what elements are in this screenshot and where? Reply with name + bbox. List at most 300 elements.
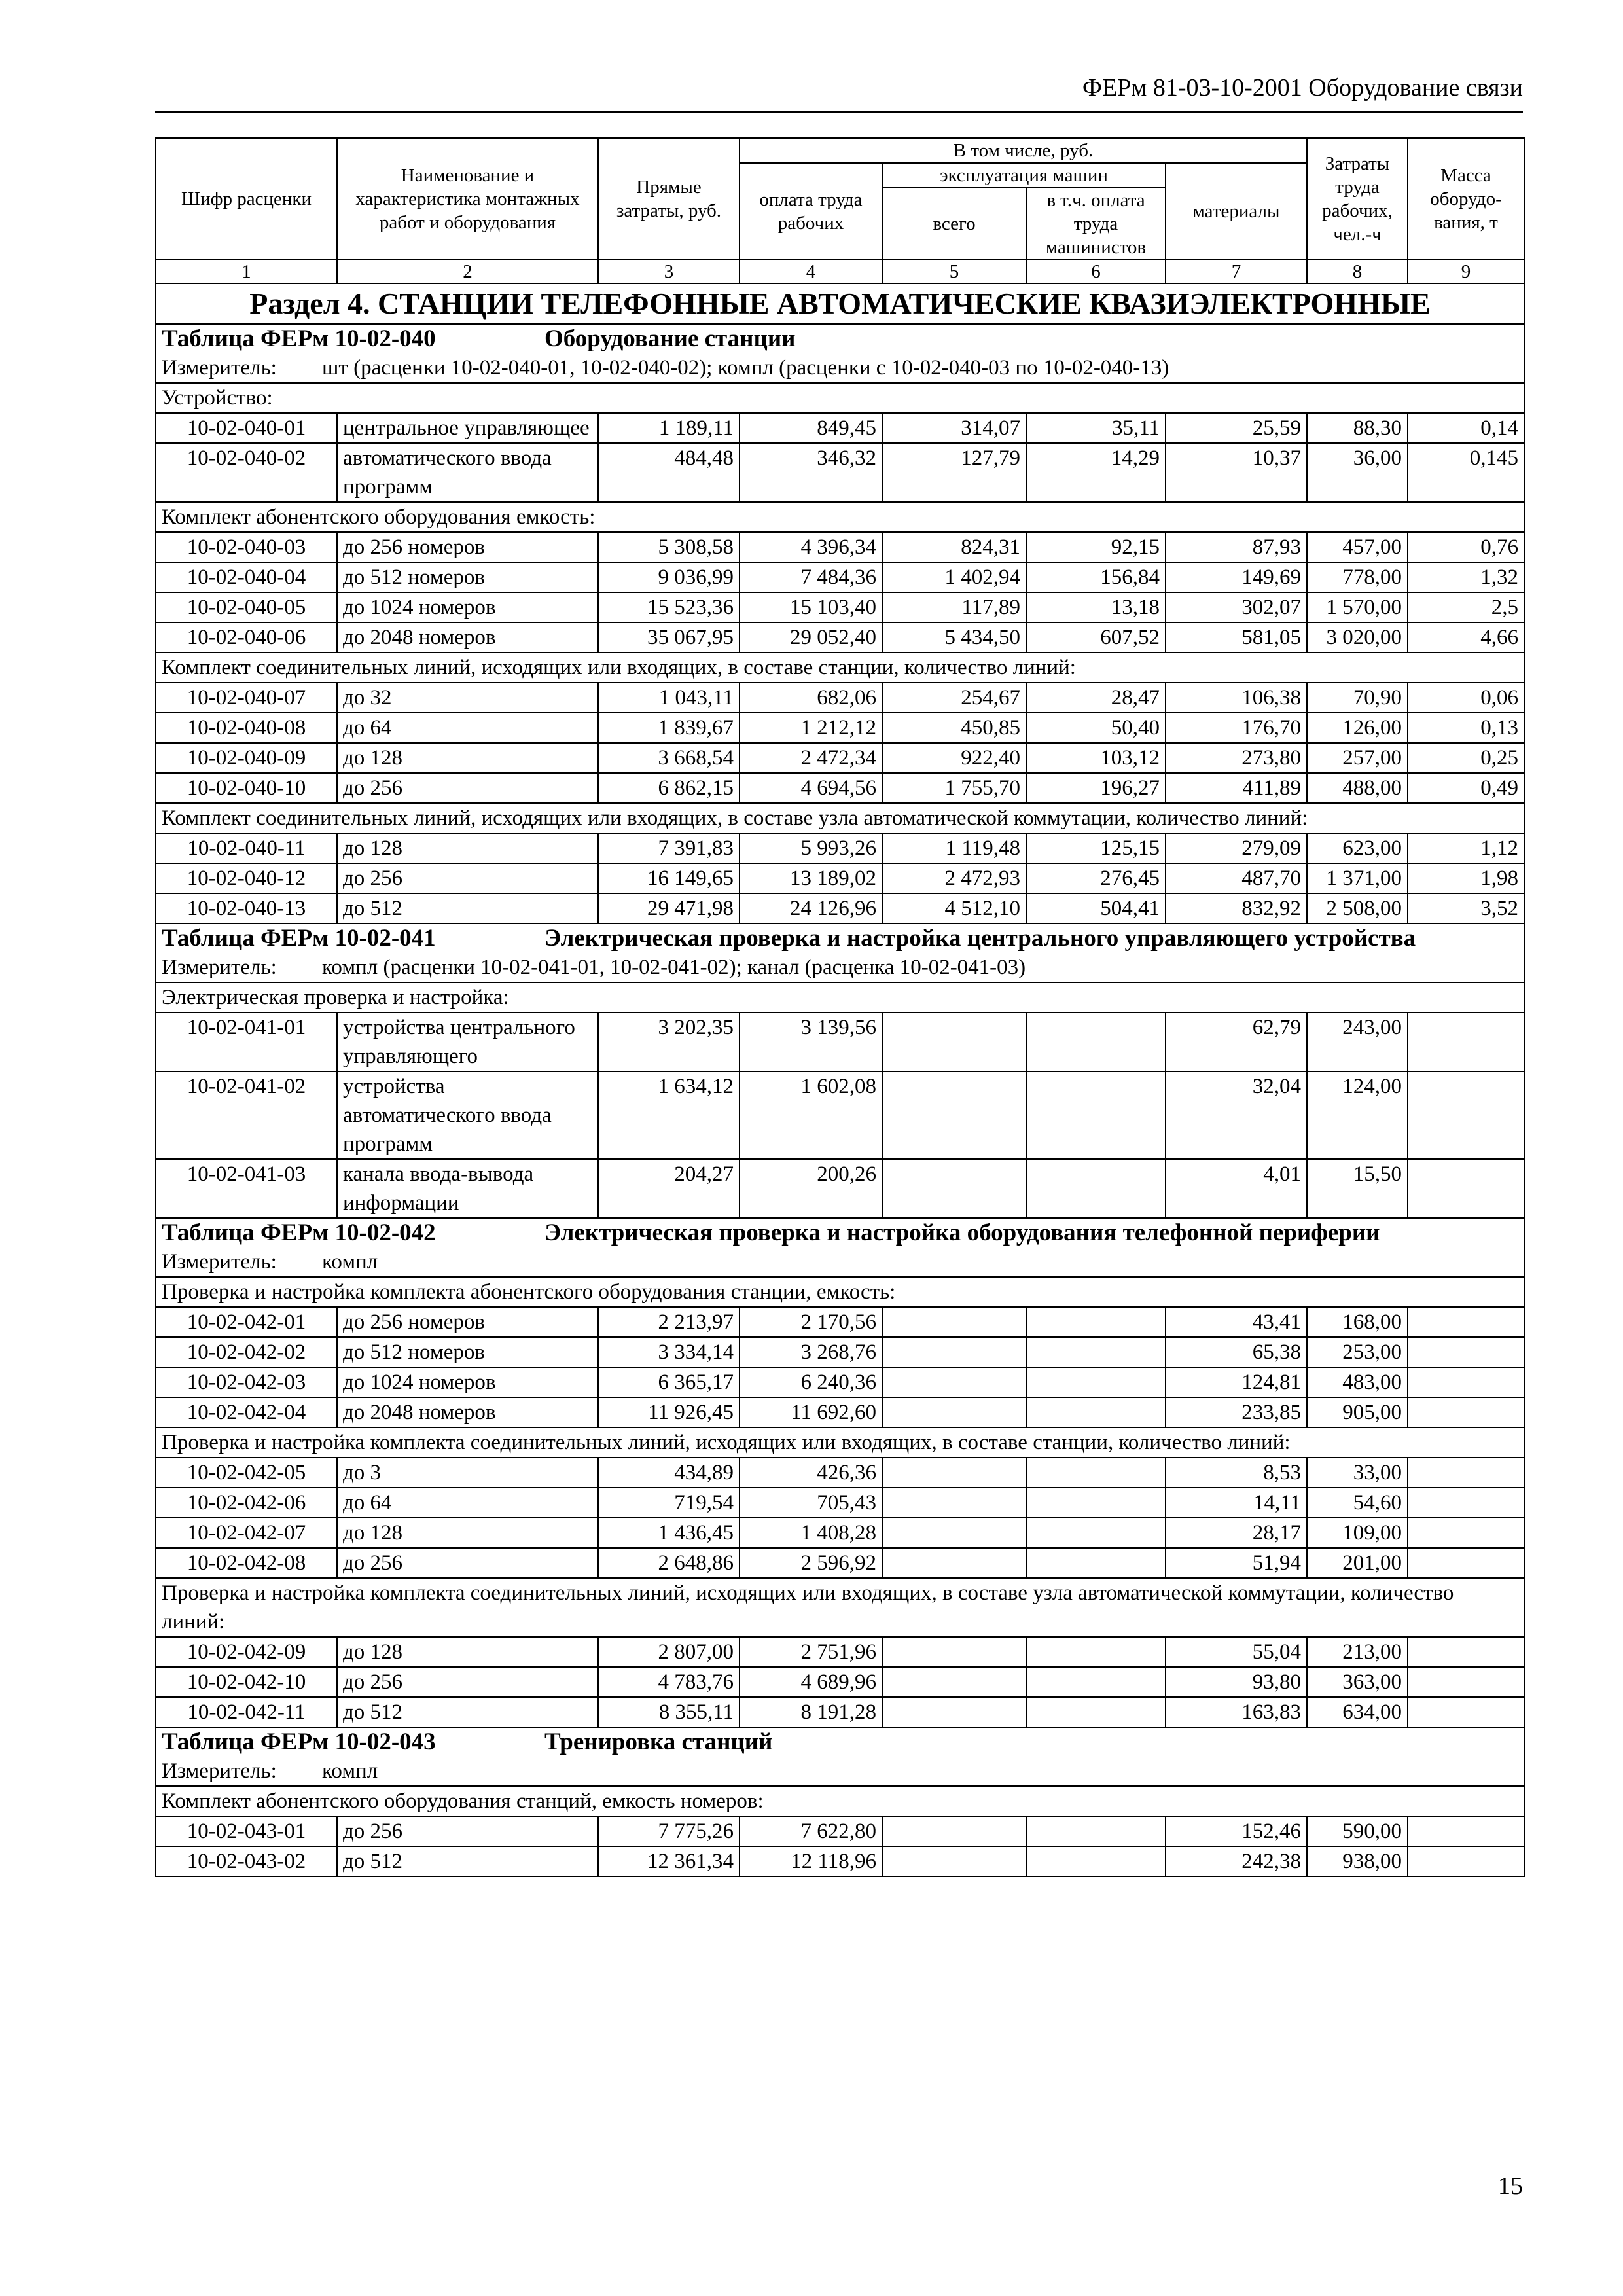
machinist-pay: 35,11 [1026, 413, 1166, 443]
work-name: до 3 [337, 1458, 598, 1488]
labor-hours: 2 508,00 [1307, 893, 1408, 924]
group-heading: Комплект абонентского оборудования емкость: [156, 502, 1524, 532]
col-materials-header: материалы [1166, 163, 1307, 260]
labor-pay: 7 622,80 [740, 1816, 882, 1846]
equipment-mass: 0,145 [1408, 443, 1524, 502]
rate-code: 10-02-042-04 [156, 1397, 337, 1427]
labor-pay: 200,26 [740, 1159, 882, 1218]
rate-code: 10-02-040-12 [156, 863, 337, 893]
page-number: 15 [1498, 2172, 1523, 2200]
page-header: ФЕРм 81-03-10-2001 Оборудование связи [155, 73, 1523, 113]
work-name: автоматического ввода программ [337, 443, 598, 502]
materials-cost: 279,09 [1166, 833, 1307, 863]
column-number: 6 [1026, 260, 1166, 283]
table-row [156, 1397, 1524, 1427]
measure-cell [156, 1247, 1524, 1277]
machinist-pay [1026, 1307, 1166, 1337]
machine-total [882, 1667, 1026, 1697]
labor-pay: 8 191,28 [740, 1697, 882, 1727]
equipment-mass: 1,98 [1408, 863, 1524, 893]
rate-code: 10-02-042-03 [156, 1367, 337, 1397]
group-heading-row [156, 1786, 1524, 1816]
labor-hours: 109,00 [1307, 1518, 1408, 1548]
group-heading-row [156, 982, 1524, 1013]
labor-hours: 457,00 [1307, 532, 1408, 562]
rate-code: 10-02-042-09 [156, 1637, 337, 1667]
table-row [156, 1013, 1524, 1071]
equipment-mass: 0,49 [1408, 773, 1524, 803]
col-direct-header: Прямые затраты, руб. [598, 138, 740, 260]
labor-hours: 124,00 [1307, 1071, 1408, 1159]
equipment-mass: 3,52 [1408, 893, 1524, 924]
table-title-cell [156, 1218, 1524, 1247]
work-name: до 64 [337, 713, 598, 743]
machinist-pay [1026, 1458, 1166, 1488]
direct-cost: 2 648,86 [598, 1548, 740, 1578]
machinist-pay [1026, 1518, 1166, 1548]
rate-code: 10-02-042-05 [156, 1458, 337, 1488]
table-title-row [156, 1727, 1524, 1757]
labor-pay: 7 484,36 [740, 562, 882, 592]
labor-pay: 13 189,02 [740, 863, 882, 893]
col-machinist-pay-header: в т.ч. оплата труда машинистов [1026, 188, 1166, 260]
materials-cost: 55,04 [1166, 1637, 1307, 1667]
col-name-header: Наименование и характеристика монтажных работ и оборудования [337, 138, 598, 260]
measure-cell [156, 353, 1524, 383]
labor-hours: 213,00 [1307, 1637, 1408, 1667]
equipment-mass: 1,32 [1408, 562, 1524, 592]
machinist-pay: 28,47 [1026, 683, 1166, 713]
table-title: Электрическая проверка и настройка оборудования телефонной периферии [544, 1219, 1380, 1246]
measure-row [156, 953, 1524, 982]
direct-cost: 16 149,65 [598, 863, 740, 893]
direct-cost: 3 202,35 [598, 1013, 740, 1071]
column-number: 5 [882, 260, 1026, 283]
column-number: 1 [156, 260, 337, 283]
direct-cost: 1 043,11 [598, 683, 740, 713]
work-name: до 256 [337, 1816, 598, 1846]
labor-pay: 12 118,96 [740, 1846, 882, 1876]
labor-hours: 634,00 [1307, 1697, 1408, 1727]
rate-code: 10-02-041-03 [156, 1159, 337, 1218]
table-row [156, 893, 1524, 924]
direct-cost: 7 775,26 [598, 1816, 740, 1846]
machine-total: 450,85 [882, 713, 1026, 743]
direct-cost: 15 523,36 [598, 592, 740, 622]
table-number: Таблица ФЕРм 10-02-043 [162, 1729, 436, 1755]
labor-pay: 6 240,36 [740, 1367, 882, 1397]
materials-cost: 302,07 [1166, 592, 1307, 622]
measure-row [156, 353, 1524, 383]
table-row [156, 1488, 1524, 1518]
measure-row [156, 1757, 1524, 1786]
machinist-pay [1026, 1337, 1166, 1367]
work-name: до 256 [337, 1667, 598, 1697]
measure-label: Измеритель: [162, 1250, 277, 1274]
table-title: Тренировка станций [544, 1729, 773, 1755]
machinist-pay [1026, 1367, 1166, 1397]
group-heading: Устройство: [156, 383, 1524, 413]
work-name: до 512 [337, 1697, 598, 1727]
group-heading-row [156, 1578, 1524, 1637]
labor-hours: 15,50 [1307, 1159, 1408, 1218]
machine-total [882, 1367, 1026, 1397]
equipment-mass: 0,06 [1408, 683, 1524, 713]
machine-total: 1 402,94 [882, 562, 1026, 592]
table-number: Таблица ФЕРм 10-02-042 [162, 1219, 436, 1246]
machine-total [882, 1071, 1026, 1159]
rate-code: 10-02-040-06 [156, 622, 337, 653]
col-machine-ops-header: эксплуатация машин [882, 163, 1166, 188]
labor-hours: 590,00 [1307, 1816, 1408, 1846]
rate-code: 10-02-042-11 [156, 1697, 337, 1727]
col-labor-pay-header: оплата труда рабочих [740, 163, 882, 260]
labor-pay: 2 751,96 [740, 1637, 882, 1667]
machine-total: 824,31 [882, 532, 1026, 562]
labor-pay: 426,36 [740, 1458, 882, 1488]
equipment-mass: 0,13 [1408, 713, 1524, 743]
table-row [156, 1846, 1524, 1876]
rate-code: 10-02-040-13 [156, 893, 337, 924]
work-name: до 512 номеров [337, 1337, 598, 1367]
rate-code: 10-02-042-01 [156, 1307, 337, 1337]
materials-cost: 581,05 [1166, 622, 1307, 653]
table-title: Оборудование станции [544, 325, 796, 352]
machine-total: 4 512,10 [882, 893, 1026, 924]
labor-pay: 346,32 [740, 443, 882, 502]
labor-pay: 849,45 [740, 413, 882, 443]
materials-cost: 152,46 [1166, 1816, 1307, 1846]
table-title-row [156, 1218, 1524, 1247]
machinist-pay [1026, 1397, 1166, 1427]
rate-code: 10-02-040-02 [156, 443, 337, 502]
table-row [156, 863, 1524, 893]
work-name: до 32 [337, 683, 598, 713]
group-heading-row [156, 653, 1524, 683]
materials-cost: 8,53 [1166, 1458, 1307, 1488]
equipment-mass: 0,25 [1408, 743, 1524, 773]
labor-pay: 15 103,40 [740, 592, 882, 622]
table-row [156, 773, 1524, 803]
equipment-mass [1408, 1458, 1524, 1488]
work-name: до 128 [337, 1637, 598, 1667]
direct-cost: 2 807,00 [598, 1637, 740, 1667]
table-body [156, 324, 1524, 1876]
materials-cost: 87,93 [1166, 532, 1307, 562]
machine-total [882, 1816, 1026, 1846]
table-row [156, 1548, 1524, 1578]
rate-code: 10-02-042-07 [156, 1518, 337, 1548]
rate-code: 10-02-041-02 [156, 1071, 337, 1159]
direct-cost: 484,48 [598, 443, 740, 502]
table-title: Электрическая проверка и настройка центрального управляющего устройства [544, 925, 1416, 952]
labor-hours: 623,00 [1307, 833, 1408, 863]
work-name: до 64 [337, 1488, 598, 1518]
machinist-pay: 196,27 [1026, 773, 1166, 803]
work-name: до 512 номеров [337, 562, 598, 592]
section-title: Раздел 4. СТАНЦИИ ТЕЛЕФОННЫЕ АВТОМАТИЧЕСКИЕ КВАЗИЭЛЕКТРОННЫЕ [156, 283, 1524, 324]
column-numbers-row [156, 260, 1524, 283]
machinist-pay: 103,12 [1026, 743, 1166, 773]
group-heading: Проверка и настройка комплекта абонентского оборудования станции, емкость: [156, 1277, 1524, 1307]
direct-cost: 2 213,97 [598, 1307, 740, 1337]
equipment-mass [1408, 1697, 1524, 1727]
direct-cost: 7 391,83 [598, 833, 740, 863]
rate-code: 10-02-042-10 [156, 1667, 337, 1697]
labor-pay: 2 596,92 [740, 1548, 882, 1578]
equipment-mass [1408, 1337, 1524, 1367]
direct-cost: 6 365,17 [598, 1367, 740, 1397]
equipment-mass [1408, 1816, 1524, 1846]
labor-hours: 88,30 [1307, 413, 1408, 443]
labor-hours: 363,00 [1307, 1667, 1408, 1697]
table-row [156, 713, 1524, 743]
direct-cost: 9 036,99 [598, 562, 740, 592]
direct-cost: 3 334,14 [598, 1337, 740, 1367]
machinist-pay [1026, 1488, 1166, 1518]
rate-code: 10-02-043-01 [156, 1816, 337, 1846]
table-row [156, 443, 1524, 502]
equipment-mass [1408, 1159, 1524, 1218]
table-row [156, 833, 1524, 863]
machine-total [882, 1548, 1026, 1578]
column-number: 8 [1307, 260, 1408, 283]
materials-cost: 106,38 [1166, 683, 1307, 713]
materials-cost: 14,11 [1166, 1488, 1307, 1518]
materials-cost: 28,17 [1166, 1518, 1307, 1548]
group-heading: Проверка и настройка комплекта соединительных линий, исходящих или входящих, в составе узла автоматической коммутации, количество линий: [156, 1578, 1524, 1637]
direct-cost: 29 471,98 [598, 893, 740, 924]
machinist-pay [1026, 1846, 1166, 1876]
measure-label: Измеритель: [162, 356, 277, 380]
direct-cost: 719,54 [598, 1488, 740, 1518]
labor-pay: 1 212,12 [740, 713, 882, 743]
work-name: до 256 [337, 773, 598, 803]
table-title-row [156, 324, 1524, 353]
work-name: до 128 [337, 743, 598, 773]
direct-cost: 4 783,76 [598, 1667, 740, 1697]
col-code-header: Шифр расценки [156, 138, 337, 260]
measure-row [156, 1247, 1524, 1277]
machinist-pay: 50,40 [1026, 713, 1166, 743]
labor-hours: 243,00 [1307, 1013, 1408, 1071]
labor-pay: 11 692,60 [740, 1397, 882, 1427]
group-heading: Электрическая проверка и настройка: [156, 982, 1524, 1013]
machinist-pay [1026, 1071, 1166, 1159]
equipment-mass: 0,76 [1408, 532, 1524, 562]
rate-code: 10-02-040-04 [156, 562, 337, 592]
work-name: устройства автоматического ввода программ [337, 1071, 598, 1159]
work-name: до 2048 номеров [337, 622, 598, 653]
table-row [156, 1518, 1524, 1548]
table-row [156, 1816, 1524, 1846]
rate-code: 10-02-040-09 [156, 743, 337, 773]
table-row [156, 683, 1524, 713]
machine-total [882, 1397, 1026, 1427]
measure-text: компл [322, 1759, 378, 1783]
labor-hours: 257,00 [1307, 743, 1408, 773]
machinist-pay [1026, 1548, 1166, 1578]
machine-total [882, 1013, 1026, 1071]
machine-total [882, 1518, 1026, 1548]
machine-total: 117,89 [882, 592, 1026, 622]
materials-cost: 10,37 [1166, 443, 1307, 502]
table-row [156, 413, 1524, 443]
machinist-pay: 92,15 [1026, 532, 1166, 562]
table-number: Таблица ФЕРм 10-02-040 [162, 325, 436, 352]
labor-hours: 36,00 [1307, 443, 1408, 502]
labor-hours: 488,00 [1307, 773, 1408, 803]
rates-table [155, 137, 1525, 1877]
labor-pay: 2 472,34 [740, 743, 882, 773]
labor-hours: 1 570,00 [1307, 592, 1408, 622]
col-mass-header: Масса оборудо-вания, т [1408, 138, 1524, 260]
materials-cost: 51,94 [1166, 1548, 1307, 1578]
equipment-mass [1408, 1013, 1524, 1071]
group-heading-row [156, 1427, 1524, 1458]
col-machine-total-header: всего [882, 188, 1026, 260]
column-number: 9 [1408, 260, 1524, 283]
rate-code: 10-02-042-08 [156, 1548, 337, 1578]
machinist-pay [1026, 1816, 1166, 1846]
materials-cost: 163,83 [1166, 1697, 1307, 1727]
labor-pay: 24 126,96 [740, 893, 882, 924]
direct-cost: 5 308,58 [598, 532, 740, 562]
labor-hours: 126,00 [1307, 713, 1408, 743]
table-row [156, 562, 1524, 592]
rate-code: 10-02-040-08 [156, 713, 337, 743]
rate-code: 10-02-040-03 [156, 532, 337, 562]
materials-cost: 832,92 [1166, 893, 1307, 924]
rate-code: 10-02-040-11 [156, 833, 337, 863]
machine-total [882, 1488, 1026, 1518]
work-name: до 256 [337, 1548, 598, 1578]
labor-hours: 201,00 [1307, 1548, 1408, 1578]
machine-total: 1 755,70 [882, 773, 1026, 803]
labor-hours: 483,00 [1307, 1367, 1408, 1397]
machine-total: 922,40 [882, 743, 1026, 773]
direct-cost: 6 862,15 [598, 773, 740, 803]
table-row [156, 622, 1524, 653]
work-name: до 256 номеров [337, 532, 598, 562]
table-title-row [156, 924, 1524, 953]
machinist-pay: 13,18 [1026, 592, 1166, 622]
machine-total [882, 1159, 1026, 1218]
machine-total [882, 1637, 1026, 1667]
table-title-cell [156, 1727, 1524, 1757]
materials-cost: 4,01 [1166, 1159, 1307, 1218]
equipment-mass [1408, 1307, 1524, 1337]
equipment-mass: 2,5 [1408, 592, 1524, 622]
labor-pay: 4 396,34 [740, 532, 882, 562]
labor-pay: 4 689,96 [740, 1667, 882, 1697]
equipment-mass [1408, 1397, 1524, 1427]
machinist-pay: 607,52 [1026, 622, 1166, 653]
work-name: до 128 [337, 833, 598, 863]
machine-total: 5 434,50 [882, 622, 1026, 653]
equipment-mass [1408, 1488, 1524, 1518]
group-heading: Комплект абонентского оборудования станций, емкость номеров: [156, 1786, 1524, 1816]
equipment-mass [1408, 1071, 1524, 1159]
direct-cost: 434,89 [598, 1458, 740, 1488]
machinist-pay [1026, 1013, 1166, 1071]
direct-cost: 1 839,67 [598, 713, 740, 743]
table-row [156, 743, 1524, 773]
work-name: до 128 [337, 1518, 598, 1548]
machine-total [882, 1697, 1026, 1727]
table-row [156, 532, 1524, 562]
labor-pay: 1 408,28 [740, 1518, 882, 1548]
materials-cost: 62,79 [1166, 1013, 1307, 1071]
labor-hours: 168,00 [1307, 1307, 1408, 1337]
labor-pay: 705,43 [740, 1488, 882, 1518]
work-name: до 1024 номеров [337, 1367, 598, 1397]
materials-cost: 93,80 [1166, 1667, 1307, 1697]
labor-pay: 682,06 [740, 683, 882, 713]
measure-label: Измеритель: [162, 1759, 277, 1783]
materials-cost: 273,80 [1166, 743, 1307, 773]
labor-hours: 253,00 [1307, 1337, 1408, 1367]
direct-cost: 8 355,11 [598, 1697, 740, 1727]
direct-cost: 1 634,12 [598, 1071, 740, 1159]
materials-cost: 411,89 [1166, 773, 1307, 803]
table-title-cell [156, 324, 1524, 353]
labor-hours: 938,00 [1307, 1846, 1408, 1876]
machine-total: 2 472,93 [882, 863, 1026, 893]
materials-cost: 32,04 [1166, 1071, 1307, 1159]
materials-cost: 487,70 [1166, 863, 1307, 893]
labor-pay: 5 993,26 [740, 833, 882, 863]
section-row [156, 283, 1524, 324]
machinist-pay [1026, 1637, 1166, 1667]
machinist-pay: 125,15 [1026, 833, 1166, 863]
col-including-header: В том числе, руб. [740, 138, 1307, 163]
equipment-mass: 0,14 [1408, 413, 1524, 443]
column-number: 2 [337, 260, 598, 283]
equipment-mass [1408, 1667, 1524, 1697]
work-name: до 2048 номеров [337, 1397, 598, 1427]
table-row [156, 1637, 1524, 1667]
equipment-mass [1408, 1518, 1524, 1548]
machine-total [882, 1307, 1026, 1337]
machinist-pay [1026, 1667, 1166, 1697]
labor-hours: 3 020,00 [1307, 622, 1408, 653]
work-name: устройства центрального управляющего [337, 1013, 598, 1071]
rate-code: 10-02-041-01 [156, 1013, 337, 1071]
column-number: 7 [1166, 260, 1307, 283]
measure-text: компл (расценки 10-02-041-01, 10-02-041-02); канал (расценка 10-02-041-03) [322, 956, 1026, 979]
materials-cost: 25,59 [1166, 413, 1307, 443]
machinist-pay: 504,41 [1026, 893, 1166, 924]
measure-cell [156, 953, 1524, 982]
machinist-pay: 156,84 [1026, 562, 1166, 592]
machine-total: 127,79 [882, 443, 1026, 502]
equipment-mass: 4,66 [1408, 622, 1524, 653]
column-number: 3 [598, 260, 740, 283]
labor-hours: 905,00 [1307, 1397, 1408, 1427]
machine-total [882, 1337, 1026, 1367]
machinist-pay: 276,45 [1026, 863, 1166, 893]
labor-pay: 1 602,08 [740, 1071, 882, 1159]
measure-label: Измеритель: [162, 956, 277, 979]
materials-cost: 124,81 [1166, 1367, 1307, 1397]
table-row [156, 592, 1524, 622]
materials-cost: 233,85 [1166, 1397, 1307, 1427]
labor-pay: 4 694,56 [740, 773, 882, 803]
direct-cost: 35 067,95 [598, 622, 740, 653]
work-name: канала ввода-вывода информации [337, 1159, 598, 1218]
rate-code: 10-02-042-02 [156, 1337, 337, 1367]
